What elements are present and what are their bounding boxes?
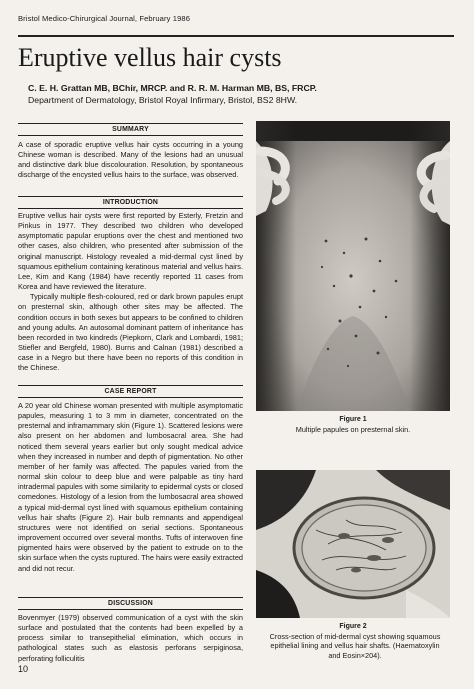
case-report-body xyxy=(18,401,243,574)
case-report-paragraph: A 20 year old Chinese woman presented with multiple asymptomatic papules, measuring 1 to 3 mm in diameter, concentrated on the presternal and inframammary skin (Figure 1). Scattered lesions were also present on her abdomen and lumbosacral area. She had noticed them several years earlier but only sought medical advice when they increased in number and depth of pigmentation. No other member of her family was affected. The papules varied from the normal skin colour to deep blue and were palpable as tiny hard intradermal papules with some similarity to epidermal cysts or closed comedones. Histology of a lesion from the lumbosacral area showed a typical mid-dermal cyst lined with squamous epithelium containing vellus hair shafts (Figure 2). Hair bulb remnants and appendigeal structures were not identified on serial sections. Spontaneous improvement occurred over several months. Tufts of interwoven fine pigmented hairs were observed by the patient to extrude on to the skin surface when the cysts ruptured. The hairs were easily extracted and did not recur. xyxy=(18,401,243,573)
figure-2-caption: Cross-section of mid-dermal cyst showing squamous epithelial lining and vellus hair shafts. (Haematoxylin and Eosin×204). xyxy=(269,632,441,660)
discussion-heading-text: DISCUSSION xyxy=(108,600,153,607)
introduction-heading xyxy=(18,196,243,209)
discussion-body xyxy=(18,613,243,664)
figure-2-label: Figure 2 xyxy=(339,623,367,630)
header-rule xyxy=(18,35,454,37)
introduction-heading-text: INTRODUCTION xyxy=(102,199,159,206)
article-department: Department of Dermatology, Bristol Royal Infirmary, Bristol, BS2 8HW. xyxy=(28,95,298,105)
summary-heading xyxy=(18,123,243,136)
case-report-heading xyxy=(18,385,243,398)
introduction-paragraph-2: Typically multiple flesh-coloured, red or dark brown papules erupt on presternal skin, although other sites may be affected. The condition occurs in both sexes but appears to be confined to children and young adults. An autosomal dominant pattern of inheritance has been recorded in two kindreds (Piepkorn, Clark and Lombardi, 1981; Stiefler and Bergfeld, 1980). Burns and Calnan (1981) described a case in a Negro but there have been no reports of this condition in the Chinese. xyxy=(18,292,243,373)
figure-1-label: Figure 1 xyxy=(339,416,367,423)
summary-paragraph: A case of sporadic eruptive vellus hair cysts occurring in a young Chinese woman is described. Many of the lesions had an unusual and distinctive dark blue discolouration. Resolution, by spontaneous discharge of the encysted vellus hairs to the surface, was observed. xyxy=(18,140,243,180)
figure-2-photo xyxy=(256,470,450,618)
summary-heading-text: SUMMARY xyxy=(112,126,149,133)
article-authors: C. E. H. Grattan MB, BChir, MRCP. and R. R. M. Harman MB, BS, FRCP. xyxy=(28,83,317,93)
journal-header: Bristol Medico-Chirurgical Journal, February 1986 xyxy=(18,14,191,23)
introduction-body xyxy=(18,211,243,374)
introduction-paragraph-1: Eruptive vellus hair cysts were first reported by Esterly, Fretzin and Pinkus in 1977. They described two children who developed asymptomatic papular eruptions over the chest and mentioned two other cases, also children, who presented after submission of the original manuscript. Histology revealed a mid-dermal cyst lined by squamous epithelium containing keratinous material and vellus hairs. Lee, Kim and Kang (1984) have recently reported 11 cases from Korea and have reviewed the literature. xyxy=(18,211,243,292)
summary-body xyxy=(18,140,243,181)
presternal-skin-image xyxy=(256,121,450,411)
histology-image xyxy=(256,470,450,618)
page-number: 10 xyxy=(18,664,29,674)
figure-1-photo xyxy=(256,121,450,411)
figure-1-caption: Multiple papules on presternal skin. xyxy=(295,425,411,434)
article-title: Eruptive vellus hair cysts xyxy=(18,43,282,72)
discussion-paragraph: Bovenmyer (1979) observed communication of a cyst with the skin surface and postulated that the contents had been expelled by a process similar to transepithelial elimination, which occurs in pathological states such as elastosis perforans serpiginosa, perforating folliculitis xyxy=(18,613,243,663)
discussion-heading xyxy=(18,597,243,610)
case-report-heading-text: CASE REPORT xyxy=(104,388,157,395)
